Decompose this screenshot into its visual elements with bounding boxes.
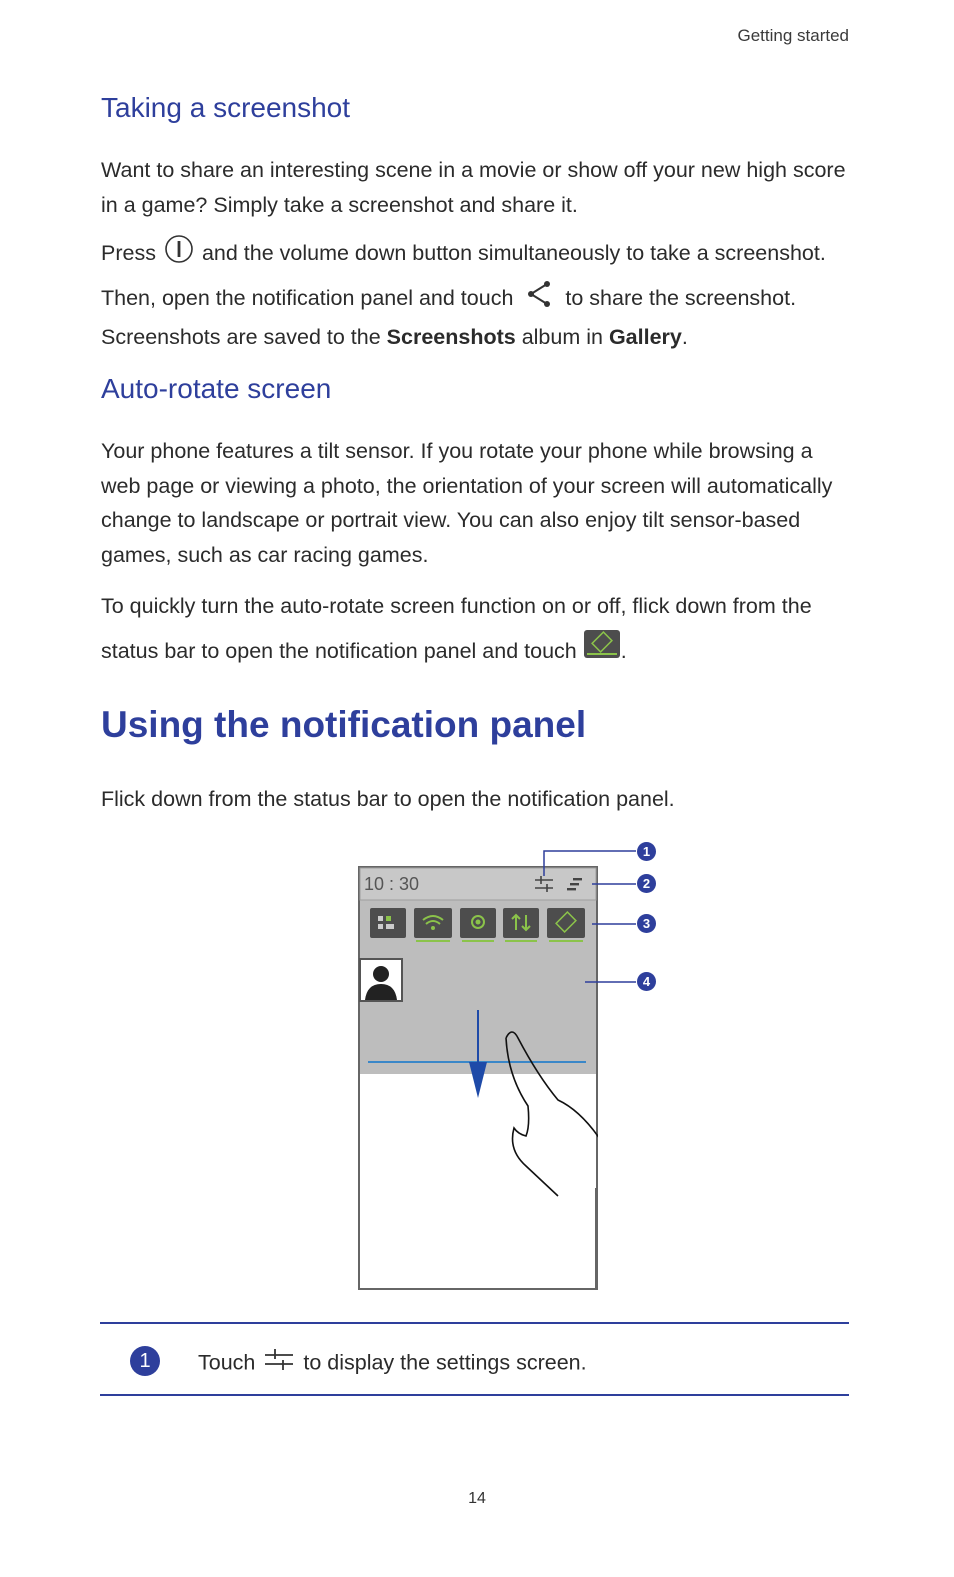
callout-4: 4 [637, 972, 656, 991]
notification-intro: Flick down from the status bar to open the notification panel. [101, 787, 675, 811]
autorotate-intro: Your phone features a tilt sensor. If you rotate your phone while browsing a web page or viewing a photo, the orientation of your screen will automatically change to landscape or portrait view. You can also enjoy tilt sensor-based games, such as car racing games. [101, 439, 833, 567]
table-bottom-rule [100, 1394, 849, 1396]
saved-text-1: Screenshots are saved to the [101, 324, 381, 349]
then-before-text: Then, open the notification panel and touch [101, 285, 514, 310]
autorotate-toggle-line [101, 584, 856, 675]
table-row-number: 1 [130, 1346, 160, 1376]
callout-1: 1 [637, 842, 656, 861]
screenshots-album-label: Screenshots [386, 324, 516, 349]
saved-text-2: album in [521, 324, 603, 349]
then-after-text: to share the screenshot. [565, 285, 797, 310]
share-icon [519, 279, 559, 320]
callout-2: 2 [637, 874, 656, 893]
auto-rotate-icon [583, 629, 621, 675]
screenshot-share-line [101, 279, 861, 354]
notification-panel-illustration [358, 866, 598, 1290]
press-after-text: and the volume down button simultaneously to take a screenshot. [201, 240, 826, 265]
section-title-autorotate: Auto-rotate screen [101, 373, 332, 404]
row-before-text: Touch [198, 1350, 256, 1375]
autorotate-after-text: . [620, 639, 627, 663]
table-row-text [198, 1344, 587, 1384]
phone-lower-border [358, 866, 598, 1290]
row-after-text: to display the settings screen. [303, 1350, 587, 1375]
press-before-text: Press [101, 240, 156, 265]
running-header: Getting started [737, 26, 849, 45]
autorotate-before-text: To quickly turn the auto-rotate screen function on or off, flick down from the status bar to open the notification panel and touch [101, 594, 812, 663]
screenshot-press-line [101, 234, 891, 275]
saved-text-3: . [681, 324, 688, 349]
phone-time: 10 : 30 [364, 874, 420, 894]
power-icon [162, 234, 196, 275]
section-title-screenshot: Taking a screenshot [101, 92, 351, 123]
callout-3: 3 [637, 914, 656, 933]
screenshot-intro: Want to share an interesting scene in a movie or show off your new high score in a game? Simply take a screenshot and share it. [101, 158, 846, 217]
table-top-rule [100, 1322, 849, 1324]
page-number: 14 [468, 1490, 486, 1507]
section-title-notification: Using the notification panel [101, 704, 587, 745]
gallery-label: Gallery [608, 324, 682, 349]
settings-sliders-icon [261, 1344, 297, 1384]
